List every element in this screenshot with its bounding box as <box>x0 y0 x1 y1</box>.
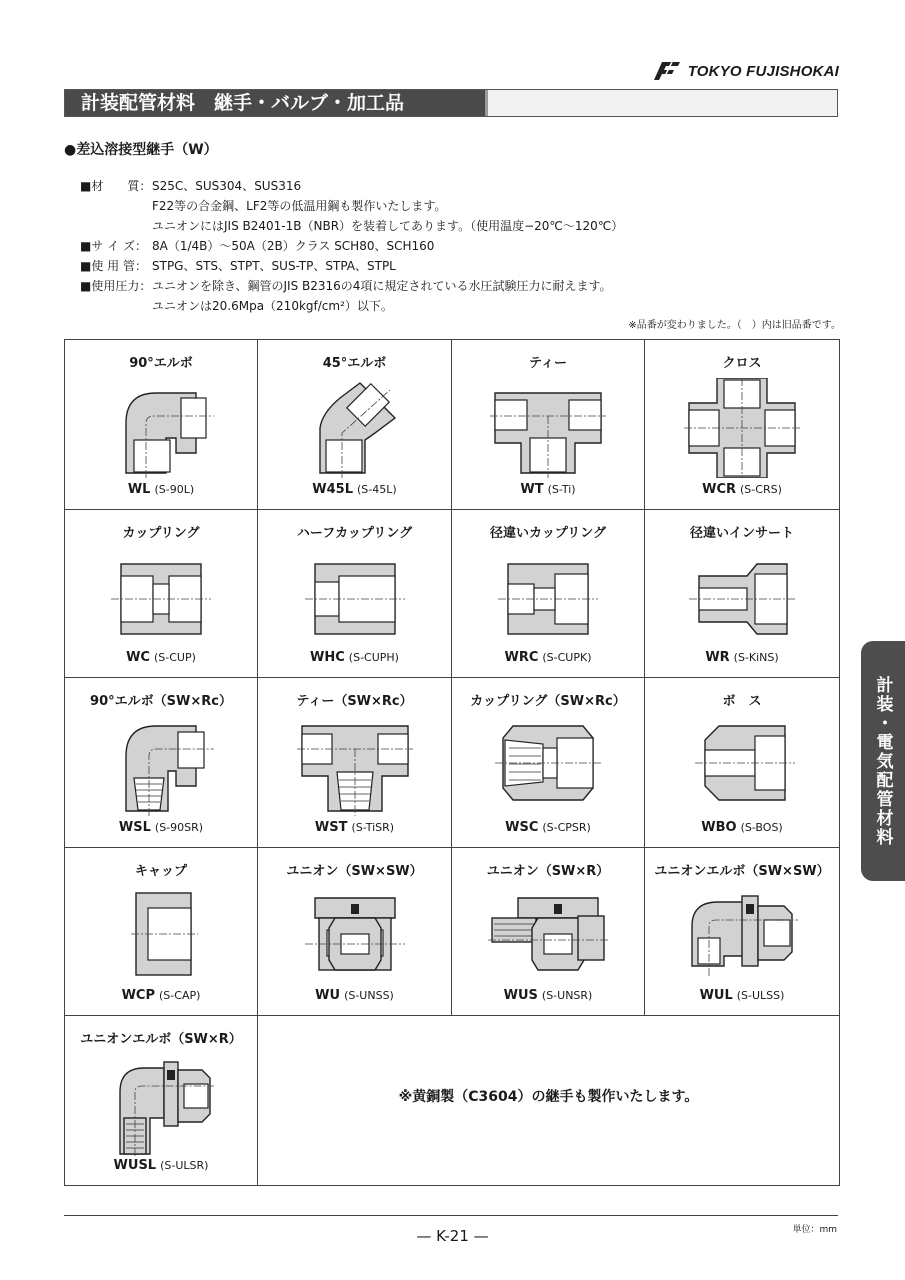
old-code: (S-ULSS) <box>736 989 785 1002</box>
old-code: (S-CPSR) <box>542 821 591 834</box>
code: WSC <box>505 820 539 835</box>
product-code <box>258 820 451 835</box>
spec-value: 8A（1/4B）〜50A（2B）クラス SCH80、SCH160 <box>152 239 435 253</box>
product-code <box>65 650 257 665</box>
code: WU <box>315 988 341 1003</box>
product-name: ユニオン（SW×SW） <box>286 864 423 879</box>
product-name: ティー <box>529 356 567 371</box>
product-cell-wst <box>258 678 452 848</box>
old-code: (S-CUP) <box>153 651 196 664</box>
old-code: (S-UNSS) <box>344 989 394 1002</box>
reducing-insert-icon <box>687 554 797 654</box>
product-name: 90°エルボ <box>129 356 193 371</box>
company-name: TOKYO FUJISHOKAI <box>687 62 839 80</box>
union-icon <box>297 888 413 988</box>
brass-note: ※黄銅製（C3604）の継手も製作いたします。 <box>398 1089 699 1105</box>
spec-label <box>80 296 152 316</box>
code: WUSL <box>113 1158 157 1173</box>
product-code <box>258 988 451 1003</box>
product-cell-whc <box>258 510 452 678</box>
product-cell-wcr <box>645 340 839 510</box>
product-code <box>645 988 839 1003</box>
product-code <box>452 482 644 497</box>
old-code: (S-Ti) <box>547 483 576 496</box>
spec-label: ■サ イ ズ： <box>80 239 147 253</box>
section-title: ●差込溶接型継手（W） <box>64 142 218 158</box>
code: WR <box>705 650 730 665</box>
header-shade <box>485 90 488 116</box>
code: WCR <box>702 482 737 497</box>
spec-label: ■材 質： <box>80 179 152 193</box>
code: WBO <box>701 820 737 835</box>
part-number-note: ※品番が変わりました。（ ）内は旧品番です。 <box>628 320 841 331</box>
spec-label <box>80 196 152 216</box>
spec-value: S25C、SUS304、SUS316 <box>152 179 302 193</box>
spec-row <box>80 256 623 276</box>
product-code <box>452 820 644 835</box>
spec-value: STPG、STS、STPT、SUS-TP、STPA、STPL <box>152 259 396 273</box>
product-name: 径違いカップリング <box>489 526 607 541</box>
product-cell-wrc <box>452 510 645 678</box>
spec-label: ■使 用 管： <box>80 259 147 273</box>
spec-value: ユニオンを除き、鋼管のJIS B2316の4項に規定されている水圧試験圧力に耐えます。 <box>152 279 612 293</box>
cap-icon <box>106 888 216 988</box>
elbow-90-threaded-icon <box>106 716 216 816</box>
old-code: (S-90SR) <box>154 821 204 834</box>
elbow-45-icon <box>300 378 410 478</box>
code: WT <box>520 482 544 497</box>
reducing-coupling-icon <box>493 554 603 654</box>
product-name: ユニオンエルボ（SW×R） <box>80 1032 242 1047</box>
product-cell-wsc <box>452 678 645 848</box>
spec-row <box>80 196 623 216</box>
old-code: (S-CRS) <box>740 483 782 496</box>
elbow-90-icon <box>106 378 216 478</box>
brass-note-cell <box>258 1016 839 1185</box>
product-code <box>258 482 451 497</box>
product-name: ティー（SW×Rc） <box>296 694 413 709</box>
product-name: ハーフカップリング <box>296 526 413 541</box>
footer-divider <box>64 1215 838 1216</box>
product-name: ユニオン（SW×R） <box>486 864 610 879</box>
old-code: (S-ULSR) <box>160 1159 209 1172</box>
product-code <box>65 820 257 835</box>
product-code <box>258 650 451 665</box>
spec-row <box>80 176 623 196</box>
product-name: キャップ <box>134 864 187 879</box>
boss-icon <box>687 718 797 818</box>
cross-icon <box>684 378 800 478</box>
old-code: (S-BOS) <box>740 821 783 834</box>
product-name: 径違いインサート <box>689 526 794 541</box>
product-cell-wul <box>645 848 839 1016</box>
product-code <box>65 988 257 1003</box>
code: WST <box>314 820 348 835</box>
header-bar <box>64 89 838 117</box>
product-name: 45°エルボ <box>322 356 387 371</box>
product-grid <box>64 339 840 1186</box>
product-cell-wcp <box>65 848 258 1016</box>
half-coupling-icon <box>300 554 410 654</box>
spec-list <box>80 176 623 316</box>
product-code <box>645 820 839 835</box>
code: WUS <box>503 988 538 1003</box>
spec-row <box>80 276 623 296</box>
spec-label <box>80 216 152 236</box>
unit-label: 単位：mm <box>792 1225 837 1235</box>
old-code: (S-TiSR) <box>351 821 395 834</box>
side-tab[interactable]: 計装・電気配管材料 <box>861 641 905 881</box>
code: WL <box>127 482 151 497</box>
spec-value: ユニオンにはJIS B2401-1B（NBR）を装着してあります。（使用温度−20℃〜120℃） <box>152 219 624 233</box>
product-cell-wsl <box>65 678 258 848</box>
tee-threaded-icon <box>297 716 413 816</box>
product-cell-wus <box>452 848 645 1016</box>
coupling-icon <box>106 554 216 654</box>
product-name: カップリング <box>122 526 200 541</box>
fujishokai-mark-icon <box>652 60 682 82</box>
spec-label: ■使用圧力： <box>80 279 152 293</box>
product-name: 90°エルボ（SW×Rc） <box>90 694 232 709</box>
product-name: クロス <box>722 356 762 371</box>
code: WRC <box>504 650 539 665</box>
spec-value: ユニオンは20.6Mpa（210kgf/cm²）以下。 <box>152 299 393 313</box>
product-code <box>65 482 257 497</box>
product-cell-w45l <box>258 340 452 510</box>
code: WHC <box>310 650 345 665</box>
code: WCP <box>121 988 156 1003</box>
old-code: (S-UNSR) <box>541 989 593 1002</box>
product-cell-wu <box>258 848 452 1016</box>
product-code <box>452 650 644 665</box>
code: W45L <box>312 482 354 497</box>
product-code <box>452 988 644 1003</box>
product-code <box>645 482 839 497</box>
old-code: (S-KiNS) <box>733 651 779 664</box>
product-code <box>645 650 839 665</box>
page-number: — K-21 — <box>416 1227 489 1245</box>
product-code <box>65 1158 257 1173</box>
tee-icon <box>490 378 606 478</box>
coupling-threaded-icon <box>493 718 603 818</box>
union-threaded-icon <box>488 888 608 988</box>
old-code: (S-90L) <box>154 483 195 496</box>
union-elbow-icon <box>684 886 800 986</box>
product-cell-wl <box>65 340 258 510</box>
product-cell-wbo <box>645 678 839 848</box>
spec-row <box>80 216 623 236</box>
spec-row <box>80 236 623 256</box>
code: WUL <box>699 988 733 1003</box>
union-elbow-threaded-icon <box>106 1056 216 1156</box>
spec-value: F22等の合金鋼、LF2等の低温用鋼も製作いたします。 <box>152 199 447 213</box>
spec-row <box>80 296 623 316</box>
page-title: 計装配管材料 継手・バルブ・加工品 <box>65 90 485 116</box>
old-code: (S-45L) <box>357 483 397 496</box>
old-code: (S-CUPH) <box>348 651 399 664</box>
product-cell-wr <box>645 510 839 678</box>
product-name: ボ ス <box>722 694 762 709</box>
product-cell-wt <box>452 340 645 510</box>
company-logo <box>652 60 839 82</box>
old-code: (S-CUPK) <box>542 651 592 664</box>
product-cell-wusl <box>65 1016 258 1185</box>
product-name: ユニオンエルボ（SW×SW） <box>654 864 830 879</box>
product-cell-wc <box>65 510 258 678</box>
product-name: カップリング（SW×Rc） <box>470 694 626 709</box>
code: WC <box>126 650 150 665</box>
code: WSL <box>118 820 151 835</box>
old-code: (S-CAP) <box>159 989 201 1002</box>
